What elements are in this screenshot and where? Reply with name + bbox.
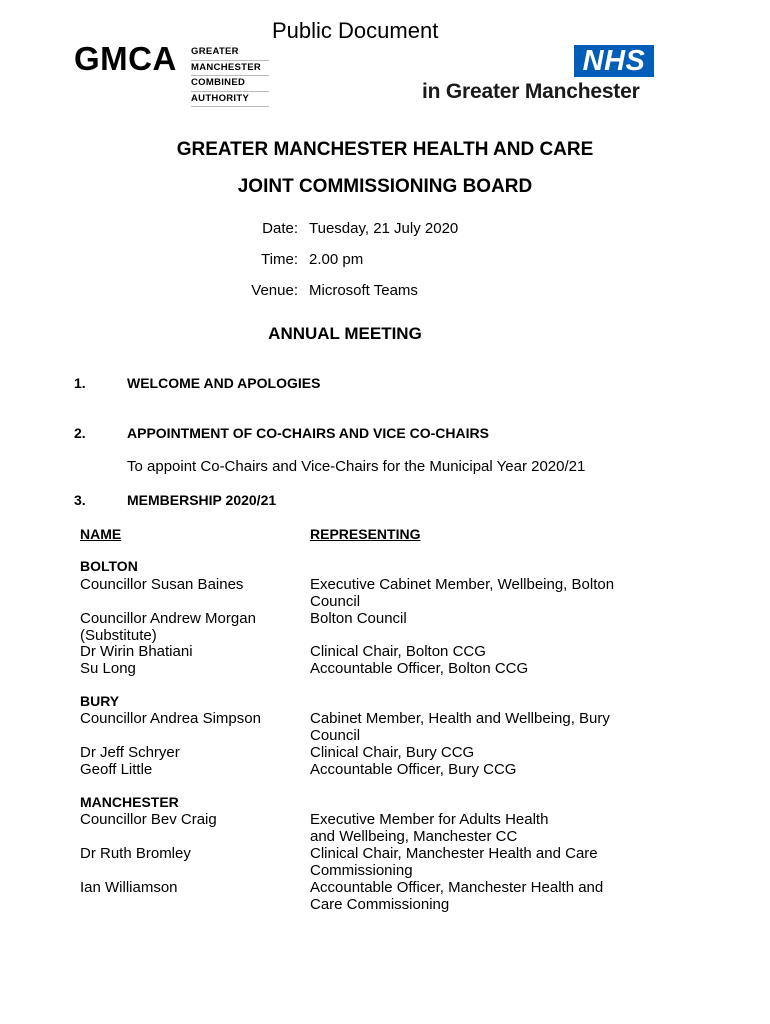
member-name: Councillor Bev Craig bbox=[80, 811, 217, 828]
gmca-line-4: AUTHORITY bbox=[191, 92, 269, 108]
gmca-logo: GMCA bbox=[74, 40, 177, 77]
section-heading-manchester: MANCHESTER bbox=[80, 794, 179, 810]
member-name: Councillor Susan Baines bbox=[80, 576, 244, 593]
gmca-logo-lines bbox=[191, 45, 269, 107]
name-column-header: NAME bbox=[80, 526, 122, 542]
item-1-title: WELCOME AND APOLOGIES bbox=[127, 375, 321, 391]
gmca-line-2: MANCHESTER bbox=[191, 61, 269, 77]
member-representing: Accountable Officer, Bolton CCG bbox=[310, 660, 529, 677]
member-name: Councillor Andrew Morgan (Substitute) bbox=[80, 610, 256, 644]
member-representing: Clinical Chair, Bury CCG bbox=[310, 744, 475, 761]
item-1-number: 1. bbox=[74, 375, 86, 391]
member-name: Geoff Little bbox=[80, 761, 153, 778]
annual-meeting-heading: ANNUAL MEETING bbox=[268, 324, 422, 343]
member-name: Dr Jeff Schryer bbox=[80, 744, 180, 761]
gmca-line-1: GREATER bbox=[191, 45, 269, 61]
section-heading-bolton: BOLTON bbox=[80, 558, 138, 574]
item-3-number: 3. bbox=[74, 492, 86, 508]
document-title-line-2: JOINT COMMISSIONING BOARD bbox=[237, 176, 533, 197]
item-2-title: APPOINTMENT OF CO-CHAIRS AND VICE CO-CHAIRS bbox=[127, 425, 489, 441]
nhs-subtitle: in Greater Manchester bbox=[422, 80, 640, 103]
nhs-logo-text: NHS bbox=[582, 45, 646, 77]
date-label: Date: bbox=[262, 220, 298, 237]
member-representing: Clinical Chair, Bolton CCG bbox=[310, 643, 486, 660]
member-name: Ian Williamson bbox=[80, 879, 178, 896]
gmca-line-3: COMBINED bbox=[191, 76, 269, 92]
member-representing: Clinical Chair, Manchester Health and Care Commissioning bbox=[310, 845, 598, 879]
item-3-title: MEMBERSHIP 2020/21 bbox=[127, 492, 277, 508]
member-representing: Executive Member for Adults Health and Wellbeing, Manchester CC bbox=[310, 811, 549, 845]
public-document-label: Public Document bbox=[272, 18, 439, 43]
item-2-text: To appoint Co-Chairs and Vice-Chairs for the Municipal Year 2020/21 bbox=[127, 458, 586, 475]
item-2-number: 2. bbox=[74, 425, 86, 441]
representing-column-header: REPRESENTING bbox=[310, 526, 421, 542]
member-representing: Accountable Officer, Manchester Health and Care Commissioning bbox=[310, 879, 604, 913]
member-representing: Executive Cabinet Member, Wellbeing, Bolton Council bbox=[310, 576, 615, 610]
nhs-logo bbox=[574, 45, 654, 77]
member-representing: Accountable Officer, Bury CCG bbox=[310, 761, 517, 778]
time-label: Time: bbox=[261, 251, 298, 268]
document-title-line-1: GREATER MANCHESTER HEALTH AND CARE bbox=[176, 139, 594, 160]
member-name: Dr Ruth Bromley bbox=[80, 845, 191, 862]
venue-label: Venue: bbox=[251, 282, 298, 299]
member-representing: Cabinet Member, Health and Wellbeing, Bury Council bbox=[310, 710, 610, 744]
section-heading-bury: BURY bbox=[80, 693, 120, 709]
member-name: Councillor Andrea Simpson bbox=[80, 710, 261, 727]
member-name: Dr Wirin Bhatiani bbox=[80, 643, 193, 660]
time-value: 2.00 pm bbox=[309, 251, 364, 268]
member-name: Su Long bbox=[80, 660, 136, 677]
venue-value: Microsoft Teams bbox=[309, 282, 418, 299]
date-value: Tuesday, 21 July 2020 bbox=[309, 220, 459, 237]
member-representing: Bolton Council bbox=[310, 610, 407, 627]
